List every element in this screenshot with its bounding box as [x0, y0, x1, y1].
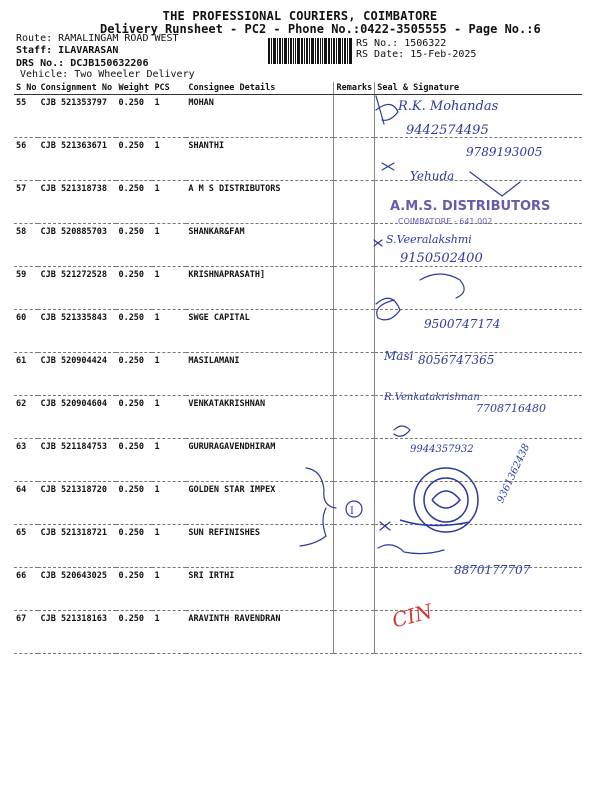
cell-sno: 67 — [14, 611, 38, 654]
handwritten-phone: 8870177707 — [454, 563, 531, 577]
cell-weight: 0.250 — [116, 138, 152, 181]
cell-consignment: CJB 521363671 — [38, 138, 116, 181]
table-row — [14, 396, 582, 439]
cell-consignment: CJB 520904424 — [38, 353, 116, 396]
rs-no-value: 1506322 — [404, 38, 447, 49]
drs-label: DRS No.: — [16, 58, 65, 69]
cell-consignee: GOLDEN STAR IMPEX — [186, 482, 334, 525]
cell-consignee: ARAVINTH RAVENDRAN — [186, 611, 334, 654]
vehicle-label: Vehicle: — [20, 69, 69, 80]
cell-pcs: 1 — [152, 353, 186, 396]
cell-sno: 65 — [14, 525, 38, 568]
route-label: Route: — [16, 33, 53, 44]
cell-weight: 0.250 — [116, 611, 152, 654]
rs-date-line — [356, 49, 476, 60]
vehicle-line — [20, 69, 195, 80]
rs-no-label: RS No.: — [356, 38, 399, 49]
drs-line — [16, 58, 148, 69]
cell-pcs: 1 — [152, 267, 186, 310]
handwritten-sign: Masi — [384, 349, 414, 363]
staff-line — [16, 45, 118, 56]
cell-weight: 0.250 — [116, 95, 152, 138]
cell-sno: 57 — [14, 181, 38, 224]
drs-value: DCJB150632206 — [70, 58, 149, 69]
cell-sno: 58 — [14, 224, 38, 267]
handwritten-name: R.K. Mohandas — [398, 99, 499, 114]
cell-consignment: CJB 521318163 — [38, 611, 116, 654]
table-row — [14, 525, 582, 568]
staff-value: ILAVARASAN — [58, 45, 119, 56]
cell-consignment: CJB 520904604 — [38, 396, 116, 439]
cell-pcs: 1 — [152, 224, 186, 267]
cell-seal — [375, 439, 582, 482]
cell-consignment: CJB 521318738 — [38, 181, 116, 224]
cell-sno: 56 — [14, 138, 38, 181]
table-header-row — [14, 82, 582, 95]
cell-pcs: 1 — [152, 568, 186, 611]
runsheet-title: Delivery Runsheet - PC2 - Phone No.:0422-3505555 - Page No.:6 — [100, 22, 541, 36]
stamp-name: A.M.S. DISTRIBUTORS — [390, 199, 551, 214]
barcode — [268, 38, 352, 64]
cell-weight: 0.250 — [116, 267, 152, 310]
cell-sno: 62 — [14, 396, 38, 439]
staff-label: Staff: — [16, 45, 53, 56]
cell-consignee: SUN REFINISHES — [186, 525, 334, 568]
cell-weight: 0.250 — [116, 310, 152, 353]
col-weight: Weight — [116, 82, 152, 95]
cell-weight: 0.250 — [116, 396, 152, 439]
cell-remarks — [334, 611, 375, 654]
company-title: THE PROFESSIONAL COURIERS, COIMBATORE — [162, 9, 438, 23]
col-consignee: Consignee Details — [186, 82, 334, 95]
cell-sno: 60 — [14, 310, 38, 353]
cell-seal — [375, 267, 582, 310]
cell-seal — [375, 310, 582, 353]
cell-pcs: 1 — [152, 181, 186, 224]
cell-pcs: 1 — [152, 525, 186, 568]
handwritten-phone: 9944357932 — [410, 444, 474, 455]
handwritten-phone: 9361362438 — [495, 442, 533, 505]
rs-date-value: 15-Feb-2025 — [410, 49, 477, 60]
cell-consignee: SHANTHI — [186, 138, 334, 181]
cell-seal — [375, 224, 582, 267]
stamp-city: COIMBATORE - 641 002 — [398, 217, 493, 226]
handwritten-phone: 9150502400 — [400, 251, 483, 266]
col-sno: S No — [16, 83, 37, 93]
table-row — [14, 611, 582, 654]
cell-remarks — [334, 525, 375, 568]
handwritten-name: Yehuda — [410, 169, 455, 183]
cell-weight: 0.250 — [116, 482, 152, 525]
cell-seal — [375, 181, 582, 224]
cell-weight: 0.250 — [116, 439, 152, 482]
cell-pcs: 1 — [152, 611, 186, 654]
table-row — [14, 353, 582, 396]
cell-pcs: 1 — [152, 310, 186, 353]
cell-consignment: CJB 521353797 — [38, 95, 116, 138]
cell-consignee: MASILAMANI — [186, 353, 334, 396]
col-remarks: Remarks — [334, 82, 375, 95]
rs-no-line — [356, 38, 446, 49]
cell-weight: 0.250 — [116, 353, 152, 396]
cell-sno: 66 — [14, 568, 38, 611]
cell-remarks — [334, 568, 375, 611]
cell-pcs: 1 — [152, 95, 186, 138]
cell-remarks — [334, 396, 375, 439]
cell-consignee: VENKATAKRISHNAN — [186, 396, 334, 439]
cell-pcs: 1 — [152, 138, 186, 181]
col-consignment: Consignment No — [38, 82, 116, 95]
handwritten-phone: 9442574495 — [406, 123, 489, 138]
cell-consignment: CJB 521318721 — [38, 525, 116, 568]
cell-remarks — [334, 310, 375, 353]
route-value: RAMALINGAM ROAD WEST — [58, 33, 179, 44]
cell-remarks — [334, 138, 375, 181]
cell-consignment: CJB 521272528 — [38, 267, 116, 310]
cell-weight: 0.250 — [116, 568, 152, 611]
red-cin-mark: CIN — [389, 598, 435, 633]
cell-consignment: CJB 521318720 — [38, 482, 116, 525]
cell-consignee: SHANKAR&FAM — [186, 224, 334, 267]
cell-remarks — [334, 482, 375, 525]
cell-remarks — [334, 353, 375, 396]
remark-mark: I — [350, 506, 354, 517]
cell-seal — [375, 611, 582, 654]
cell-seal — [375, 525, 582, 568]
table-row — [14, 439, 582, 482]
cell-consignee: MOHAN — [186, 95, 334, 138]
runsheet-table — [14, 82, 582, 654]
cell-remarks — [334, 267, 375, 310]
table-row — [14, 95, 582, 138]
cell-seal — [375, 95, 582, 138]
cell-weight: 0.250 — [116, 224, 152, 267]
cell-pcs: 1 — [152, 439, 186, 482]
cell-seal — [375, 353, 582, 396]
cell-sno: 55 — [14, 95, 38, 138]
table-row — [14, 181, 582, 224]
cell-consignment: CJB 520643025 — [38, 568, 116, 611]
cell-seal — [375, 138, 582, 181]
cell-consignment: CJB 521335843 — [38, 310, 116, 353]
cell-consignment: CJB 520885703 — [38, 224, 116, 267]
rs-date-label: RS Date: — [356, 49, 405, 60]
table-row — [14, 138, 582, 181]
cell-consignee: KRISHNAPRASATH] — [186, 267, 334, 310]
table-row — [14, 568, 582, 611]
cell-remarks — [334, 439, 375, 482]
cell-sno: 63 — [14, 439, 38, 482]
handwritten-name: S.Veeralakshmi — [386, 233, 472, 246]
table-row — [14, 224, 582, 267]
cell-sno: 64 — [14, 482, 38, 525]
col-seal: Seal & Signature — [375, 82, 582, 95]
table-row — [14, 267, 582, 310]
cell-seal — [375, 396, 582, 439]
cell-pcs: 1 — [152, 482, 186, 525]
table-row — [14, 310, 582, 353]
cell-remarks — [334, 181, 375, 224]
cell-remarks — [334, 95, 375, 138]
col-pcs: PCS — [152, 82, 186, 95]
handwritten-phone: 7708716480 — [476, 402, 546, 415]
cell-weight: 0.250 — [116, 181, 152, 224]
handwritten-phone: 8056747365 — [418, 353, 495, 367]
cell-weight: 0.250 — [116, 525, 152, 568]
handwritten-phone: 9789193005 — [466, 145, 543, 159]
route-line — [16, 33, 179, 44]
cell-remarks — [334, 224, 375, 267]
cell-pcs: 1 — [152, 396, 186, 439]
handwritten-phone: 9500747174 — [424, 317, 501, 331]
cell-consignee: SWGE CAPITAL — [186, 310, 334, 353]
table-row — [14, 482, 582, 525]
cell-consignee: SRI IRTHI — [186, 568, 334, 611]
cell-seal — [375, 568, 582, 611]
cell-sno: 59 — [14, 267, 38, 310]
cell-seal — [375, 482, 582, 525]
cell-consignee: GURURAGAVENDHIRAM — [186, 439, 334, 482]
vehicle-value: Two Wheeler Delivery — [74, 69, 195, 80]
handwritten-name: R.Venkatakrishnan — [384, 392, 480, 403]
cell-sno: 61 — [14, 353, 38, 396]
cell-consignment: CJB 521184753 — [38, 439, 116, 482]
cell-consignee: A M S DISTRIBUTORS — [186, 181, 334, 224]
